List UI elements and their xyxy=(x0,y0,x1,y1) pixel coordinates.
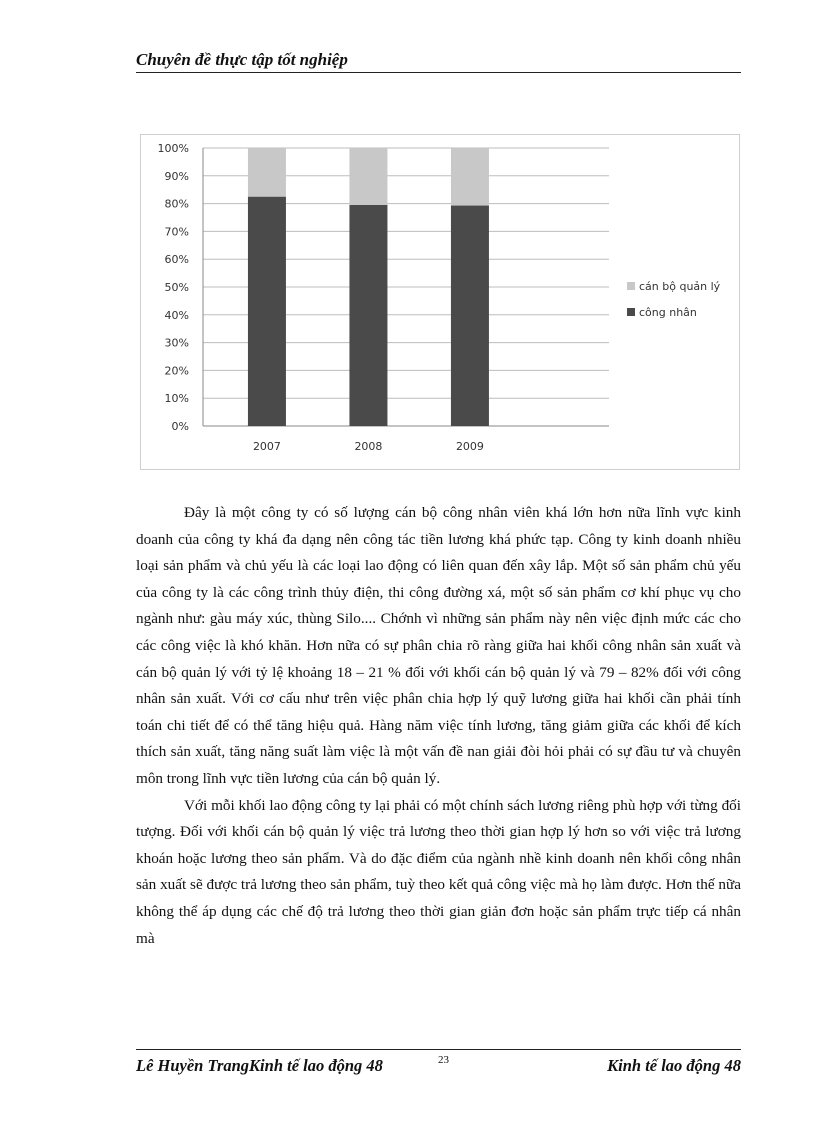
legend-label: cán bộ quản lý xyxy=(639,280,721,293)
bar-segment xyxy=(248,197,286,426)
y-tick-label: 80% xyxy=(164,197,189,211)
body-text xyxy=(136,500,741,952)
bar-segment xyxy=(349,205,387,426)
y-tick-label: 50% xyxy=(164,281,189,294)
y-tick-label: 10% xyxy=(164,392,189,406)
legend-label: công nhân xyxy=(639,306,697,319)
page-header xyxy=(136,50,741,73)
stacked-bar-chart xyxy=(140,134,740,470)
bar-segment xyxy=(349,148,387,205)
legend-swatch xyxy=(627,308,635,316)
y-tick-label: 100% xyxy=(157,142,189,155)
paragraph: Với mỗi khối lao động công ty lại phải có một chính sách lương riêng phù hợp với từng đối tượng. Đối với khối cán bộ quản lý việc trả lương theo thời gian hợp lý hơn so với việc trả lương khoán hoặc lương theo sản phẩm. Và do đặc điểm của ngành nhề kinh doanh nên khối công nhân sản xuất sẽ được trả lương theo sản phẩm, tuỳ theo kết quả công việc mà họ làm được. Hơn thế nữa không thể áp dụng các chế độ trả lương theo thời gian giản đơn hoặc sản phẩm trực tiếp cá nhân mà xyxy=(136,796,741,947)
x-tick-label: 2008 xyxy=(354,440,383,453)
paragraph: Đây là một công ty có số lượng cán bộ công nhân viên khá lớn hơn nữa lĩnh vực kinh doanh của công ty khá đa dạng nên công tác tiền lương khá phức tạp. Công ty kinh doanh nhiều loại sản phẩm và chủ yếu là các loại lao động có liên quan đến xây lắp. Một số sản phẩm chủ yếu của công ty là các công trình thủy điện, thi công đường xá, một số sản phẩm cơ khí phục vụ cho ngành như: gàu máy xúc, thùng Silo.... Chớnh vì những sản phẩm này nên việc định mức các cho các công việc là khó khăn. Hơn nữa có sự phân chia rõ ràng giữa hai khối công nhân sản xuất và cán bộ quản lý với tỷ lệ khoảng 18 – 21 % đối với khối cán bộ quản lý và 79 – 82% đối với công nhân sản xuất. Với cơ cấu như trên việc phân chia hợp lý quỹ lương giữa hai khối cần phải tính toán chi tiết để có thể tăng hiệu quả. Hàng năm việc tính lương, tăng giảm giữa các khối để kích thích sản xuất, tăng năng suất làm việc là một vấn đề nan giải đòi hỏi phải có sự đầu tư và chuyên môn trong lĩnh vực tiền lương của cán bộ quản lý. xyxy=(136,504,741,787)
y-tick-label: 0% xyxy=(171,420,189,433)
bar-segment xyxy=(451,206,489,426)
x-tick-label: 2009 xyxy=(455,440,484,453)
footer-author: Lê Huyền TrangKinh tế lao động 48 xyxy=(136,1056,383,1075)
bar-segment xyxy=(451,148,489,206)
legend-swatch xyxy=(627,282,635,290)
page-number: 23 xyxy=(438,1054,449,1066)
footer-rule xyxy=(136,1049,741,1050)
footer-course: Kinh tế lao động 48 xyxy=(607,1056,741,1075)
y-tick-label: 60% xyxy=(164,253,189,267)
bar-segment xyxy=(248,148,286,197)
y-tick-label: 30% xyxy=(164,336,189,350)
header-title: Chuyên đề thực tập tốt nghiệp xyxy=(136,50,348,69)
y-tick-label: 90% xyxy=(164,169,189,183)
y-tick-label: 70% xyxy=(164,225,189,239)
x-tick-label: 2007 xyxy=(252,440,281,453)
chart-svg xyxy=(141,135,739,469)
y-tick-label: 40% xyxy=(164,308,189,322)
y-tick-label: 20% xyxy=(164,364,189,378)
